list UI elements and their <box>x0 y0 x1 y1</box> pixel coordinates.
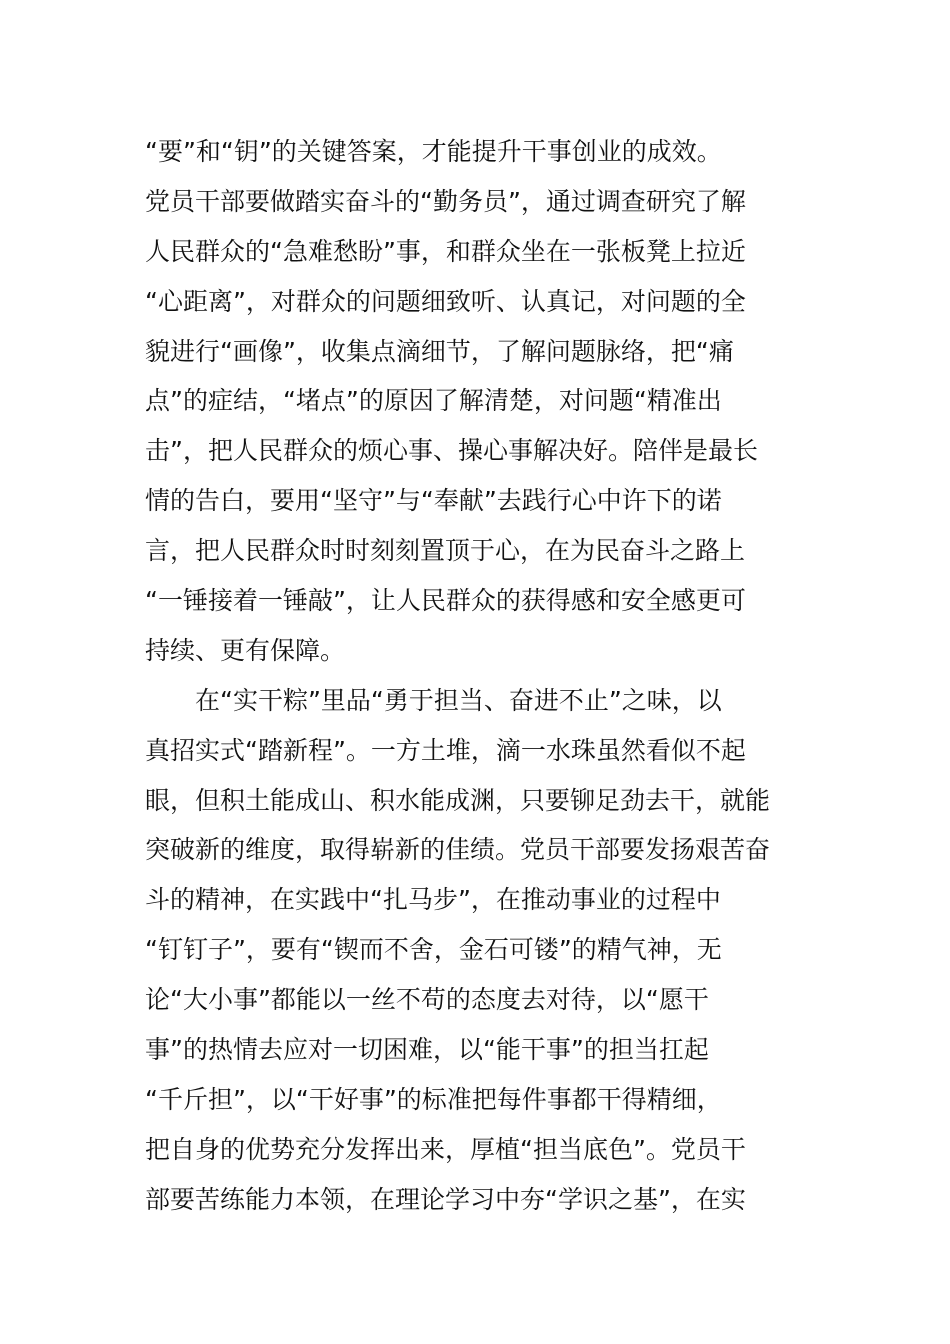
body-text <box>145 127 805 1225</box>
text-line: 党员干部要做踏实奋斗的“勤务员”，通过调查研究了解 <box>145 186 746 216</box>
text-line: 点”的症结，“堵点”的原因了解清楚，对问题“精准出 <box>145 386 722 416</box>
text-line: 持续、更有保障。 <box>145 635 346 665</box>
text-line: 突破新的维度，取得崭新的佳绩。党员干部要发扬艰苦奋 <box>145 835 771 865</box>
text-line: 论“大小事”都能以一丝不苟的态度去对待，以“愿干 <box>145 985 709 1015</box>
text-line: 事”的热情去应对一切困难，以“能干事”的担当扛起 <box>145 1035 709 1065</box>
text-line: 击”，把人民群众的烦心事、操心事解决好。陪伴是最长 <box>145 436 758 466</box>
text-line: 真招实式“踏新程”。一方土堆，滴一水珠虽然看似不起 <box>145 735 746 765</box>
text-line: 眼，但积土能成山、积水能成渊，只要铆足劲去干，就能 <box>145 785 771 815</box>
text-line: “一锤接着一锤敲”，让人民群众的获得感和安全感更可 <box>145 586 746 616</box>
text-line: “要”和“钥”的关键答案，才能提升干事创业的成效。 <box>145 137 722 166</box>
text-line: 斗的精神，在实践中“扎马步”，在推动事业的过程中 <box>145 885 721 915</box>
text-line: 在“实干粽”里品“勇于担当、奋进不止”之味，以 <box>145 685 722 715</box>
text-line: 言，把人民群众时时刻刻置顶于心，在为民奋斗之路上 <box>145 536 746 566</box>
text-line: 貌进行“画像”，收集点滴细节，了解问题脉络，把“痛 <box>145 336 734 366</box>
text-line: 把自身的优势充分发挥出来，厚植“担当底色”。党员干 <box>145 1134 746 1164</box>
text-line: 人民群众的“急难愁盼”事，和群众坐在一张板凳上拉近 <box>145 236 746 266</box>
text-line: 部要苦练能力本领，在理论学习中夯“学识之基”，在实 <box>145 1184 746 1214</box>
text-line: “钉钉子”，要有“锲而不舍，金石可镂”的精气神，无 <box>145 935 722 965</box>
text-line: “千斤担”，以“干好事”的标准把每件事都干得精细， <box>145 1084 722 1114</box>
text-line: “心距离”，对群众的问题细致听、认真记，对问题的全 <box>145 286 746 316</box>
text-line: 情的告白，要用“坚守”与“奉献”去践行心中许下的诺 <box>145 486 722 516</box>
